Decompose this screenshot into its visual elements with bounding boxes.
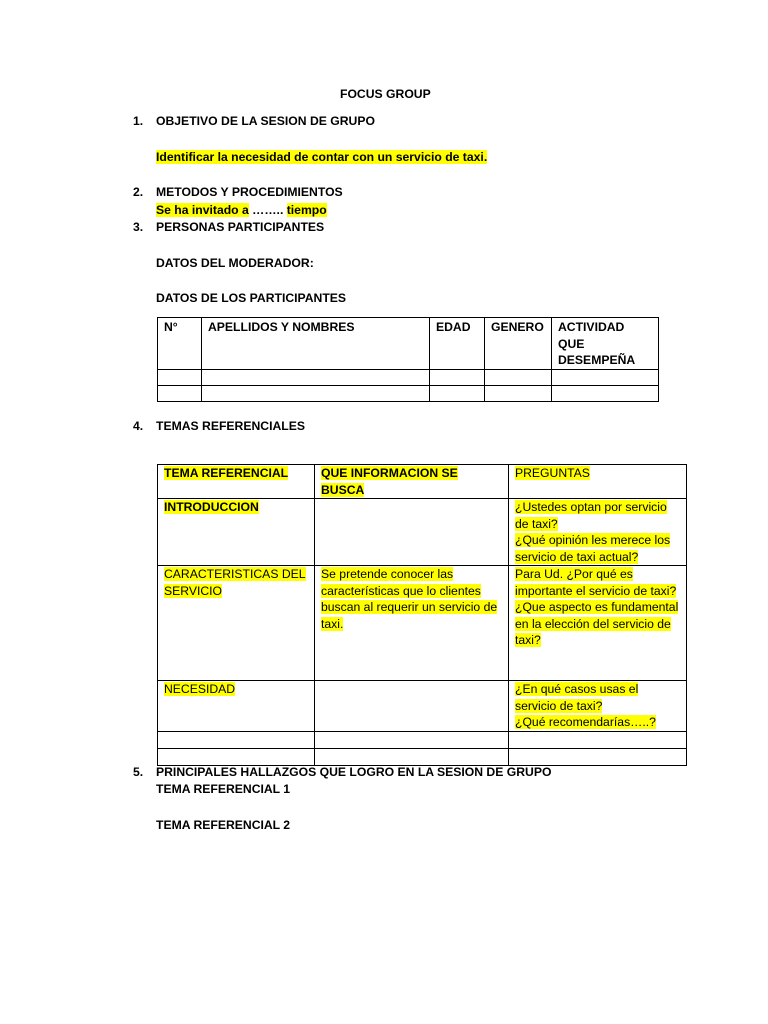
participants-table — [157, 317, 659, 402]
table-cell[interactable] — [509, 748, 687, 765]
section-2-heading: METODOS Y PROCEDIMIENTOS — [156, 185, 343, 199]
header-info-text: QUE INFORMACION SE BUSCA — [321, 466, 458, 497]
question-text: ¿Qué recomendarías…..? — [515, 715, 656, 729]
invitation-ellipsis: …….. — [248, 203, 287, 217]
preguntas-cell — [509, 566, 687, 681]
table-row — [158, 499, 687, 566]
question-text: ¿En qué casos usas el servicio de taxi? — [515, 682, 639, 713]
invitation-line — [156, 203, 327, 217]
table-cell[interactable] — [315, 731, 509, 748]
document-title: FOCUS GROUP — [340, 87, 431, 101]
invitation-part-3: tiempo — [286, 203, 327, 217]
header-preguntas — [509, 465, 687, 499]
header-gender: GENERO — [485, 318, 552, 370]
tema-cell — [158, 566, 315, 681]
question-text: Para Ud. ¿Por qué es importante el servicio de taxi? — [515, 567, 677, 598]
table-cell[interactable] — [158, 369, 202, 385]
tema-cell — [158, 499, 315, 566]
topics-table — [157, 464, 687, 766]
header-info — [315, 465, 509, 499]
section-2-number: 2. — [133, 185, 144, 199]
header-preguntas-text: PREGUNTAS — [515, 466, 590, 480]
table-cell[interactable] — [430, 385, 485, 401]
table-cell[interactable] — [430, 369, 485, 385]
table-row — [158, 369, 659, 385]
info-cell — [315, 499, 509, 566]
header-activity: ACTIVIDAD QUE DESEMPEÑA — [552, 318, 659, 370]
table-cell[interactable] — [552, 369, 659, 385]
section-3-heading: PERSONAS PARTICIPANTES — [156, 220, 325, 234]
question-text: ¿Que aspecto es fundamental en la elección del servicio de taxi? — [515, 600, 679, 647]
info-cell — [315, 681, 509, 732]
tema-text: CARACTERISTICAS DEL SERVICIO — [164, 567, 306, 598]
table-cell[interactable] — [202, 385, 430, 401]
topics-header-row — [158, 465, 687, 499]
header-age: EDAD — [430, 318, 485, 370]
section-5-number: 5. — [133, 765, 144, 779]
tema-text: NECESIDAD — [164, 682, 236, 696]
section-1-heading: OBJETIVO DE LA SESION DE GRUPO — [156, 114, 375, 128]
table-cell[interactable] — [158, 748, 315, 765]
table-cell[interactable] — [315, 748, 509, 765]
tema-referencial-2: TEMA REFERENCIAL 2 — [156, 818, 291, 832]
header-names: APELLIDOS Y NOMBRES — [202, 318, 430, 370]
table-row — [158, 731, 687, 748]
participants-label: DATOS DE LOS PARTICIPANTES — [156, 291, 347, 305]
table-cell[interactable] — [158, 385, 202, 401]
preguntas-cell — [509, 499, 687, 566]
question-text: ¿Qué opinión les merece los servicio de taxi actual? — [515, 533, 671, 564]
preguntas-cell — [509, 681, 687, 732]
table-row — [158, 566, 687, 681]
table-row — [158, 748, 687, 765]
participants-header-row — [158, 318, 659, 370]
info-text: Se pretende conocer las características que lo clientes buscan al requerir un servicio de taxi. — [321, 567, 498, 631]
invitation-part-1: Se ha invitado a — [156, 203, 249, 217]
objective-text — [156, 150, 487, 164]
table-cell[interactable] — [552, 385, 659, 401]
info-cell — [315, 566, 509, 681]
header-tema — [158, 465, 315, 499]
table-cell[interactable] — [509, 731, 687, 748]
header-tema-text: TEMA REFERENCIAL — [164, 466, 289, 480]
table-row — [158, 681, 687, 732]
section-4-number: 4. — [133, 419, 144, 433]
tema-text: INTRODUCCION — [164, 500, 259, 514]
header-number: N° — [158, 318, 202, 370]
moderator-label: DATOS DEL MODERADOR: — [156, 256, 314, 270]
table-cell[interactable] — [485, 369, 552, 385]
table-cell[interactable] — [485, 385, 552, 401]
section-1-number: 1. — [133, 114, 144, 128]
section-4-heading: TEMAS REFERENCIALES — [156, 419, 305, 433]
table-cell[interactable] — [202, 369, 430, 385]
section-5-heading: PRINCIPALES HALLAZGOS QUE LOGRO EN LA SESION DE GRUPO — [156, 765, 552, 779]
table-row — [158, 385, 659, 401]
table-cell[interactable] — [158, 731, 315, 748]
question-text: ¿Ustedes optan por servicio de taxi? — [515, 500, 667, 531]
tema-referencial-1: TEMA REFERENCIAL 1 — [156, 782, 291, 796]
tema-cell — [158, 681, 315, 732]
objective-highlight: Identificar la necesidad de contar con un servicio de taxi. — [156, 150, 488, 164]
section-3-number: 3. — [133, 220, 144, 234]
